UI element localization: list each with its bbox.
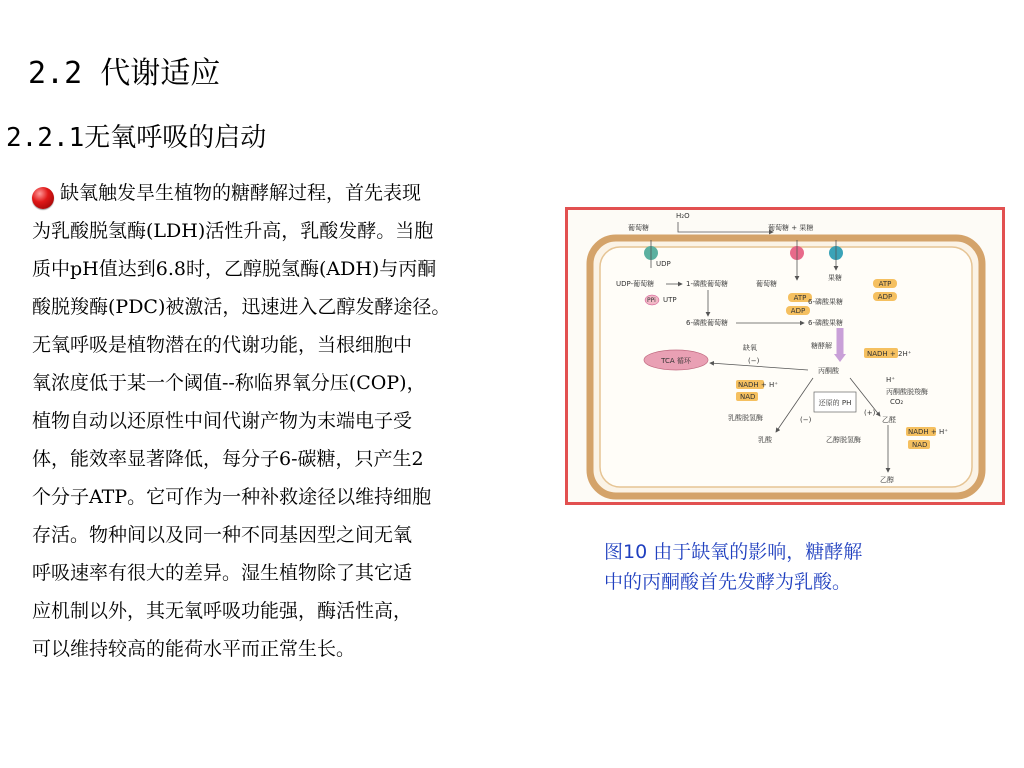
page-title: 2.2 代谢适应 bbox=[28, 56, 221, 91]
pathway-figure bbox=[565, 207, 1005, 505]
label-glucose-outside: 葡萄糖 bbox=[628, 224, 649, 232]
label-fructose: 果糖 bbox=[828, 274, 842, 282]
body-line: 呼吸速率有很大的差异。湿生植物除了其它适 bbox=[32, 562, 413, 584]
label-g1p: 1-磷酸葡萄糖 bbox=[686, 280, 728, 288]
label-fru-6p: 6-磷酸果糖 bbox=[808, 298, 843, 306]
label-minus-2: (−) bbox=[800, 416, 812, 424]
label-udp: UDP bbox=[656, 260, 671, 268]
label-sucrose: 葡萄糖 + 果糖 bbox=[768, 224, 814, 232]
caption-line: 中的丙酮酸首先发酵为乳酸。 bbox=[604, 571, 852, 593]
label-adh: 乙醇脱氢酶 bbox=[826, 436, 861, 444]
label-utp: UTP bbox=[663, 296, 677, 304]
label-co2: CO₂ bbox=[890, 398, 904, 406]
body-line: 缺氧触发旱生植物的糖酵解过程，首先表现 bbox=[60, 182, 422, 204]
label-reduce-ph: 还原的 PH bbox=[818, 399, 852, 407]
body-line: 存活。物种间以及同一种不同基因型之间无氧 bbox=[32, 524, 413, 546]
body-line: 可以维持较高的能荷水平而正常生长。 bbox=[32, 638, 356, 660]
label-f6p: 6-磷酸果糖 bbox=[808, 319, 843, 327]
section-subtitle: 2.2.1无氧呼吸的启动 bbox=[6, 123, 267, 153]
body-line: 无氧呼吸是植物潜在的代谢功能，当根细胞中 bbox=[32, 334, 413, 356]
label-acetaldehyde: 乙醛 bbox=[882, 416, 896, 424]
label-nadh-2h: NADH + 2H⁺ bbox=[867, 350, 912, 358]
label-plus: (+) bbox=[864, 409, 876, 417]
label-h-plus: H⁺ bbox=[886, 376, 895, 384]
label-g6p: 6-磷酸葡萄糖 bbox=[686, 319, 728, 327]
label-adp: ADP bbox=[790, 307, 806, 315]
label-nad-2: NAD bbox=[912, 441, 928, 449]
label-ldh: 乳酸脱氢酶 bbox=[728, 414, 763, 422]
label-nadh-h-2: NADH + H⁺ bbox=[908, 428, 948, 436]
label-glycolysis: 糖酵解 bbox=[811, 342, 832, 350]
label-minus-1: (−) bbox=[748, 357, 760, 365]
label-nadh-h-1: NADH + H⁺ bbox=[738, 381, 778, 389]
body-line: 植物自动以还原性中间代谢产物为末端电子受 bbox=[32, 410, 413, 432]
label-adp-2: ADP bbox=[877, 293, 893, 301]
label-pyruvate: 丙酮酸 bbox=[818, 367, 839, 375]
body-line: 为乳酸脱氢酶(LDH)活性升高，乳酸发酵。当胞 bbox=[32, 220, 434, 242]
label-pdc: 丙酮酸脱羧酶 bbox=[886, 388, 928, 396]
body-line: 酸脱羧酶(PDC)被激活，迅速进入乙醇发酵途径。 bbox=[32, 296, 451, 318]
label-h2o: H₂O bbox=[676, 212, 690, 220]
body-paragraph bbox=[32, 174, 592, 668]
label-tca: TCA 循环 bbox=[661, 357, 691, 365]
figure-caption bbox=[604, 537, 964, 597]
label-glucose-inside: 葡萄糖 bbox=[756, 280, 777, 288]
body-line: 应机制以外，其无氧呼吸功能强，酶活性高， bbox=[32, 600, 413, 622]
label-nad-1: NAD bbox=[740, 393, 756, 401]
body-line: 质中pH值达到6.8时，乙醇脱氢酶(ADH)与丙酮 bbox=[32, 258, 437, 280]
label-ethanol: 乙醇 bbox=[880, 476, 894, 484]
label-atp: ATP bbox=[793, 294, 807, 302]
pathway-diagram bbox=[568, 210, 1002, 502]
body-line: 氧浓度低于某一个阈值--称临界氧分压(COP)， bbox=[32, 372, 426, 394]
label-oxygen: 缺氧 bbox=[743, 344, 757, 352]
body-line: 体，能效率显著降低，每分子6-碳糖，只产生2 bbox=[32, 448, 424, 470]
caption-line: 图10 由于缺氧的影响，糖酵解 bbox=[604, 541, 863, 563]
label-atp-2: ATP bbox=[878, 280, 892, 288]
body-line: 个分子ATP。它可作为一种补救途径以维持细胞 bbox=[32, 486, 432, 508]
label-lactate: 乳酸 bbox=[758, 436, 772, 444]
label-udp-glucose: UDP-葡萄糖 bbox=[616, 280, 655, 288]
label-ppi: PPi bbox=[647, 297, 656, 304]
